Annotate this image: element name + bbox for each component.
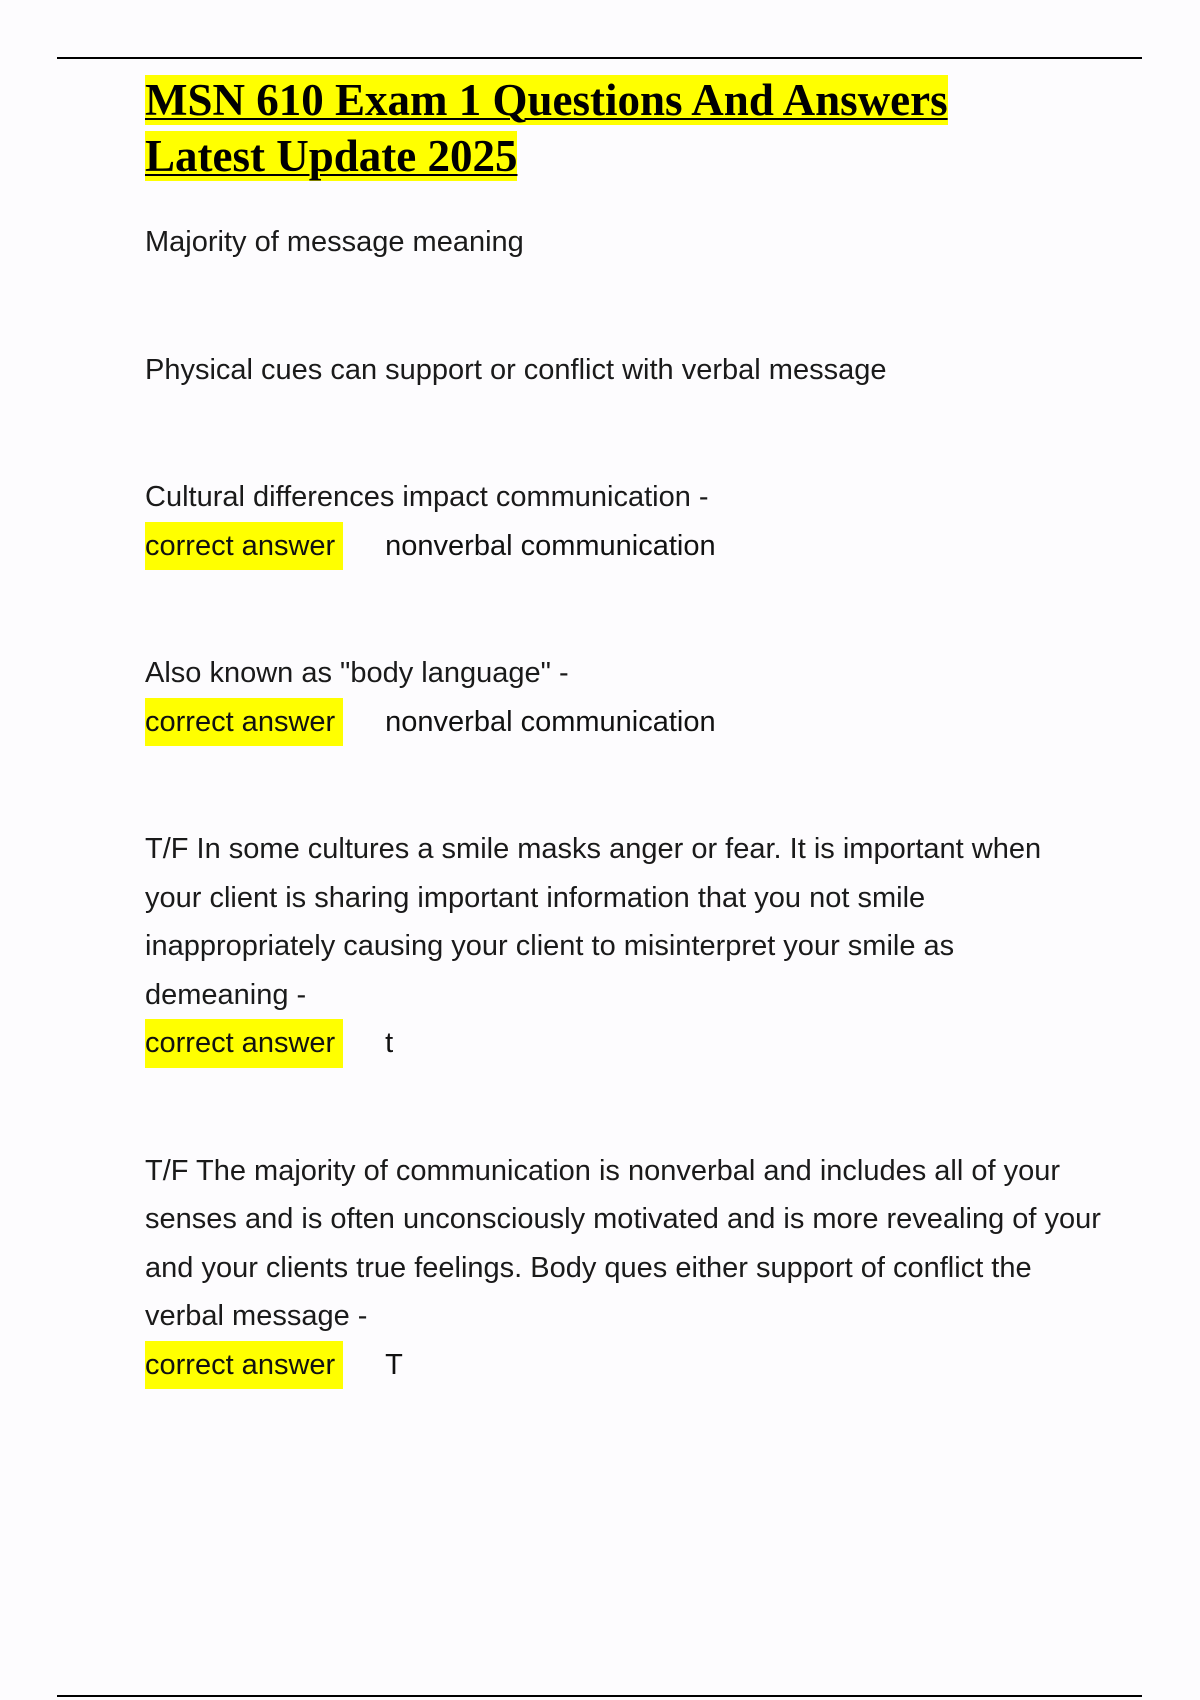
answer-text: nonverbal communication	[385, 705, 716, 738]
answer-line	[145, 1341, 1105, 1390]
correct-answer-label: correct answer	[145, 1341, 343, 1390]
answer-line	[145, 698, 1105, 747]
document-title	[145, 72, 1105, 184]
qa-entry	[145, 346, 1105, 395]
qa-entry	[145, 1147, 1105, 1390]
question-text: T/F The majority of communication is nonverbal and includes all of your senses and is often unconsciously motivated and is more revealing of your and your clients true feelings. Body ques either support of conflict the verbal message -	[145, 1154, 1101, 1332]
qa-entry	[145, 649, 1105, 746]
title-line-2: Latest Update 2025	[145, 131, 518, 181]
question-text: Physical cues can support or conflict with verbal message	[145, 353, 887, 386]
qa-entry	[145, 825, 1105, 1068]
top-rule	[57, 57, 1142, 59]
correct-answer-label: correct answer	[145, 698, 343, 747]
answer-text: t	[385, 1027, 394, 1059]
question-text: Also known as "body language" -	[145, 657, 569, 689]
answer-text: T	[385, 1348, 403, 1381]
answer-line	[145, 1019, 1105, 1068]
qa-entry	[145, 218, 1105, 267]
bottom-rule	[57, 1695, 1142, 1697]
question-text: Cultural differences impact communication -	[145, 481, 709, 513]
document-body	[145, 72, 1105, 1389]
answer-line	[145, 522, 1105, 571]
correct-answer-label: correct answer	[145, 522, 343, 571]
question-text: Majority of message meaning	[145, 226, 524, 258]
question-text: T/F In some cultures a smile masks anger or fear. It is important when your client is sharing important information that you not smile inappropriately causing your client to misinterpret your smile as demeaning -	[145, 833, 1042, 1011]
title-line-1: MSN 610 Exam 1 Questions And Answers	[145, 75, 948, 125]
answer-text: nonverbal communication	[385, 529, 716, 562]
correct-answer-label: correct answer	[145, 1019, 343, 1068]
qa-entry	[145, 473, 1105, 570]
